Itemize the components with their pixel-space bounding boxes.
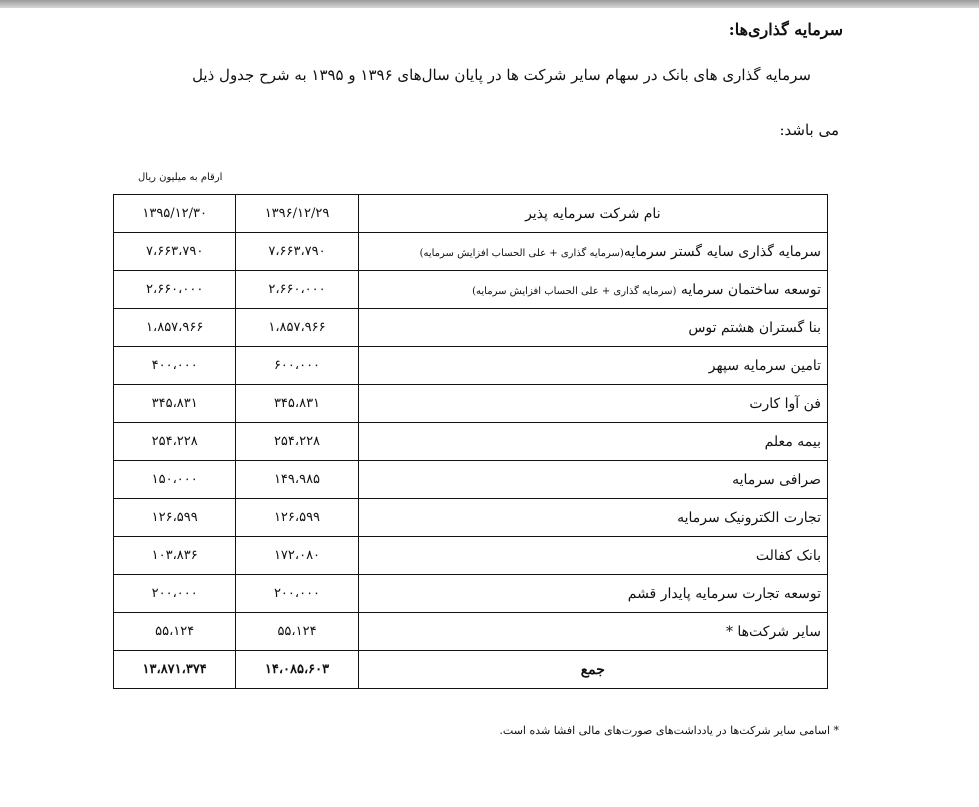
window-top-bar [0,0,979,8]
units-note: ارقام به میلیون ریال [138,172,223,183]
value-1395: ۲۰۰،۰۰۰ [114,575,236,613]
table-row [114,613,828,651]
value-1395: ۴۰۰،۰۰۰ [114,347,236,385]
footnote: * اسامی سایر شرکت‌ها در یادداشت‌های صورت‌های مالی افشا شده است. [499,724,839,737]
total-label: جمع [358,651,827,689]
company-name: بانک کفالت [358,537,827,575]
company-name: تامین سرمایه سپهر [358,347,827,385]
table-row [114,537,828,575]
table-row [114,575,828,613]
total-1395: ۱۳،۸۷۱،۳۷۴ [114,651,236,689]
section-heading: سرمایه گذاری‌ها: [728,20,843,39]
value-1395: ۲۵۴،۲۲۸ [114,423,236,461]
company-note: (سرمایه گذاری + علی الحساب افزایش سرمایه) [419,247,624,259]
header-1396: ۱۳۹۶/۱۲/۲۹ [236,195,358,233]
value-1396: ۱۷۲،۰۸۰ [236,537,358,575]
value-1395: ۱۵۰،۰۰۰ [114,461,236,499]
value-1396: ۷،۶۶۳،۷۹۰ [236,233,358,271]
table-row [114,385,828,423]
company-note: (سرمایه گذاری + علی الحساب افزایش سرمایه) [472,285,677,297]
value-1396: ۲۵۴،۲۲۸ [236,423,358,461]
document-page [0,8,979,807]
table-row [114,233,828,271]
value-1395: ۱۰۳،۸۳۶ [114,537,236,575]
company-name: بنا گستران هشتم توس [358,309,827,347]
table-row [114,499,828,537]
header-company-name: نام شرکت سرمایه پذیر [358,195,827,233]
table-row [114,309,828,347]
value-1396: ۱،۸۵۷،۹۶۶ [236,309,358,347]
company-name: تجارت الکترونیک سرمایه [358,499,827,537]
value-1396: ۲،۶۶۰،۰۰۰ [236,271,358,309]
table-row [114,347,828,385]
company-name: سرمایه گذاری سایه گستر سرمایه [623,243,821,260]
value-1396: ۱۲۶،۵۹۹ [236,499,358,537]
company-name: توسعه تجارت سرمایه پایدار قشم [358,575,827,613]
investment-table [113,194,828,689]
value-1395: ۳۴۵،۸۳۱ [114,385,236,423]
company-name: فن آوا کارت [358,385,827,423]
table-row [114,423,828,461]
value-1395: ۷،۶۶۳،۷۹۰ [114,233,236,271]
paragraph-line-2: می باشد: [779,121,839,139]
paragraph-line-1: سرمایه گذاری های بانک در سهام سایر شرکت ها در پایان سال‌های ۱۳۹۶ و ۱۳۹۵ به شرح جدول ذیل [192,66,811,84]
value-1396: ۲۰۰،۰۰۰ [236,575,358,613]
company-name: بیمه معلم [358,423,827,461]
company-name: توسعه ساختمان سرمایه [680,281,821,298]
value-1395: ۱۲۶،۵۹۹ [114,499,236,537]
header-1395: ۱۳۹۵/۱۲/۳۰ [114,195,236,233]
table-row [114,461,828,499]
value-1396: ۱۴۹،۹۸۵ [236,461,358,499]
company-name-cell [358,271,827,309]
value-1396: ۵۵،۱۲۴ [236,613,358,651]
table-total-row [114,651,828,689]
company-name: صرافی سرمایه [358,461,827,499]
value-1395: ۵۵،۱۲۴ [114,613,236,651]
company-name: سایر شرکت‌ها * [358,613,827,651]
table-row [114,271,828,309]
total-1396: ۱۴،۰۸۵،۶۰۳ [236,651,358,689]
table-header-row [114,195,828,233]
value-1396: ۳۴۵،۸۳۱ [236,385,358,423]
company-name-cell [358,233,827,271]
value-1396: ۶۰۰،۰۰۰ [236,347,358,385]
value-1395: ۲،۶۶۰،۰۰۰ [114,271,236,309]
value-1395: ۱،۸۵۷،۹۶۶ [114,309,236,347]
